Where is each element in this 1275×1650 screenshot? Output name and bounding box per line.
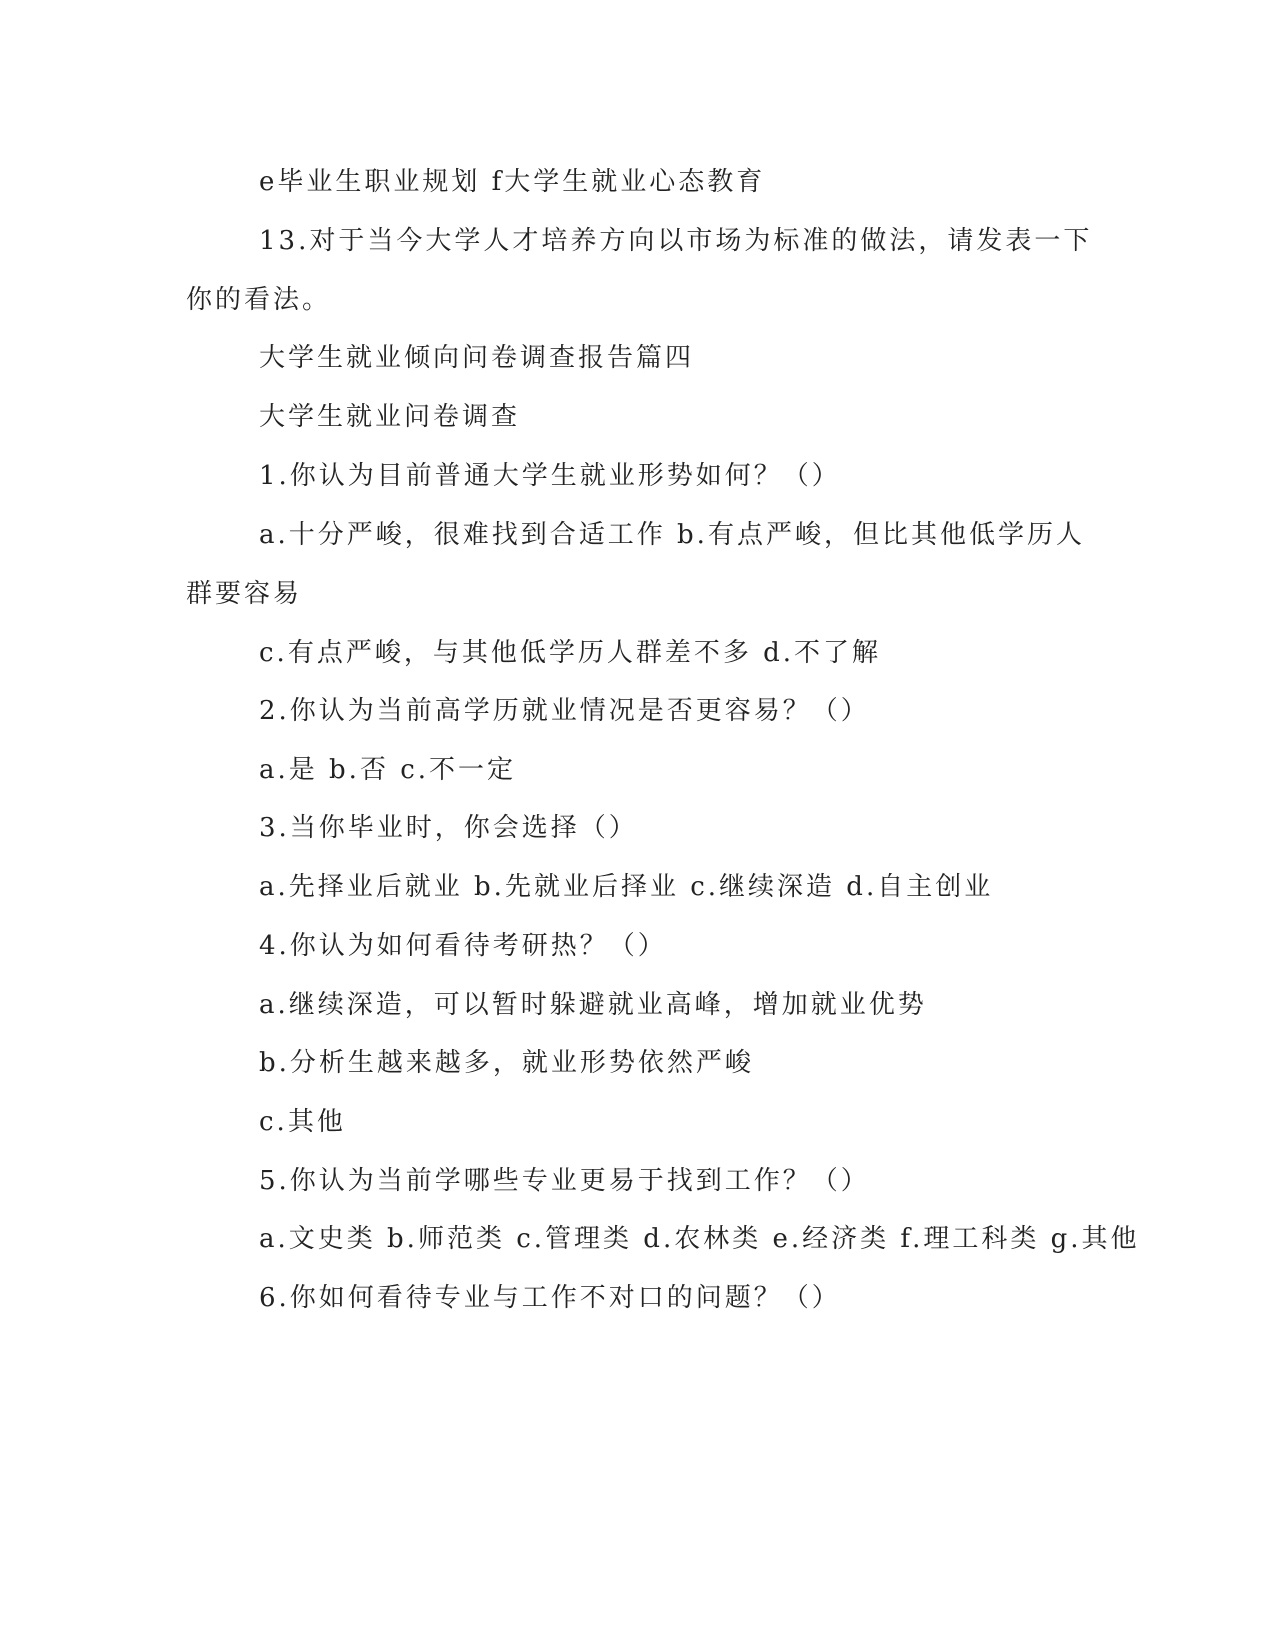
section-subheading: 大学生就业问卷调查 (259, 402, 521, 432)
question-3: 3.当你毕业时，你会选择（） (259, 813, 638, 843)
question-2: 2.你认为当前高学历就业情况是否更容易？（） (259, 696, 870, 726)
answer-options: a.十分严峻，很难找到合适工作 b.有点严峻，但比其他低学历人 (259, 520, 1085, 550)
paragraph-line: 你的看法。 (186, 285, 332, 315)
section-heading: 大学生就业倾向问卷调查报告篇四 (259, 343, 695, 373)
question-4: 4.你认为如何看待考研热？（） (259, 931, 667, 961)
paragraph-line: e毕业生职业规划 f大学生就业心态教育 (259, 167, 766, 197)
question-6: 6.你如何看待专业与工作不对口的问题？（） (259, 1283, 841, 1313)
question-1: 1.你认为目前普通大学生就业形势如何？（） (259, 461, 841, 491)
answer-options: c.其他 (259, 1107, 346, 1137)
answer-options: b.分析生越来越多，就业形势依然严峻 (259, 1048, 754, 1078)
answer-options: c.有点严峻，与其他低学历人群差不多 d.不了解 (259, 638, 881, 668)
answer-options: a.文史类 b.师范类 c.管理类 d.农林类 e.经济类 f.理工科类 g.其他 (259, 1224, 1140, 1254)
answer-options: 群要容易 (186, 579, 303, 609)
answer-options: a.先择业后就业 b.先就业后择业 c.继续深造 d.自主创业 (259, 872, 994, 902)
question-5: 5.你认为当前学哪些专业更易于找到工作？（） (259, 1166, 870, 1196)
answer-options: a.继续深造，可以暂时躲避就业高峰，增加就业优势 (259, 990, 927, 1020)
answer-options: a.是 b.否 c.不一定 (259, 755, 517, 785)
paragraph-line: 13.对于当今大学人才培养方向以市场为标准的做法，请发表一下 (259, 226, 1093, 256)
